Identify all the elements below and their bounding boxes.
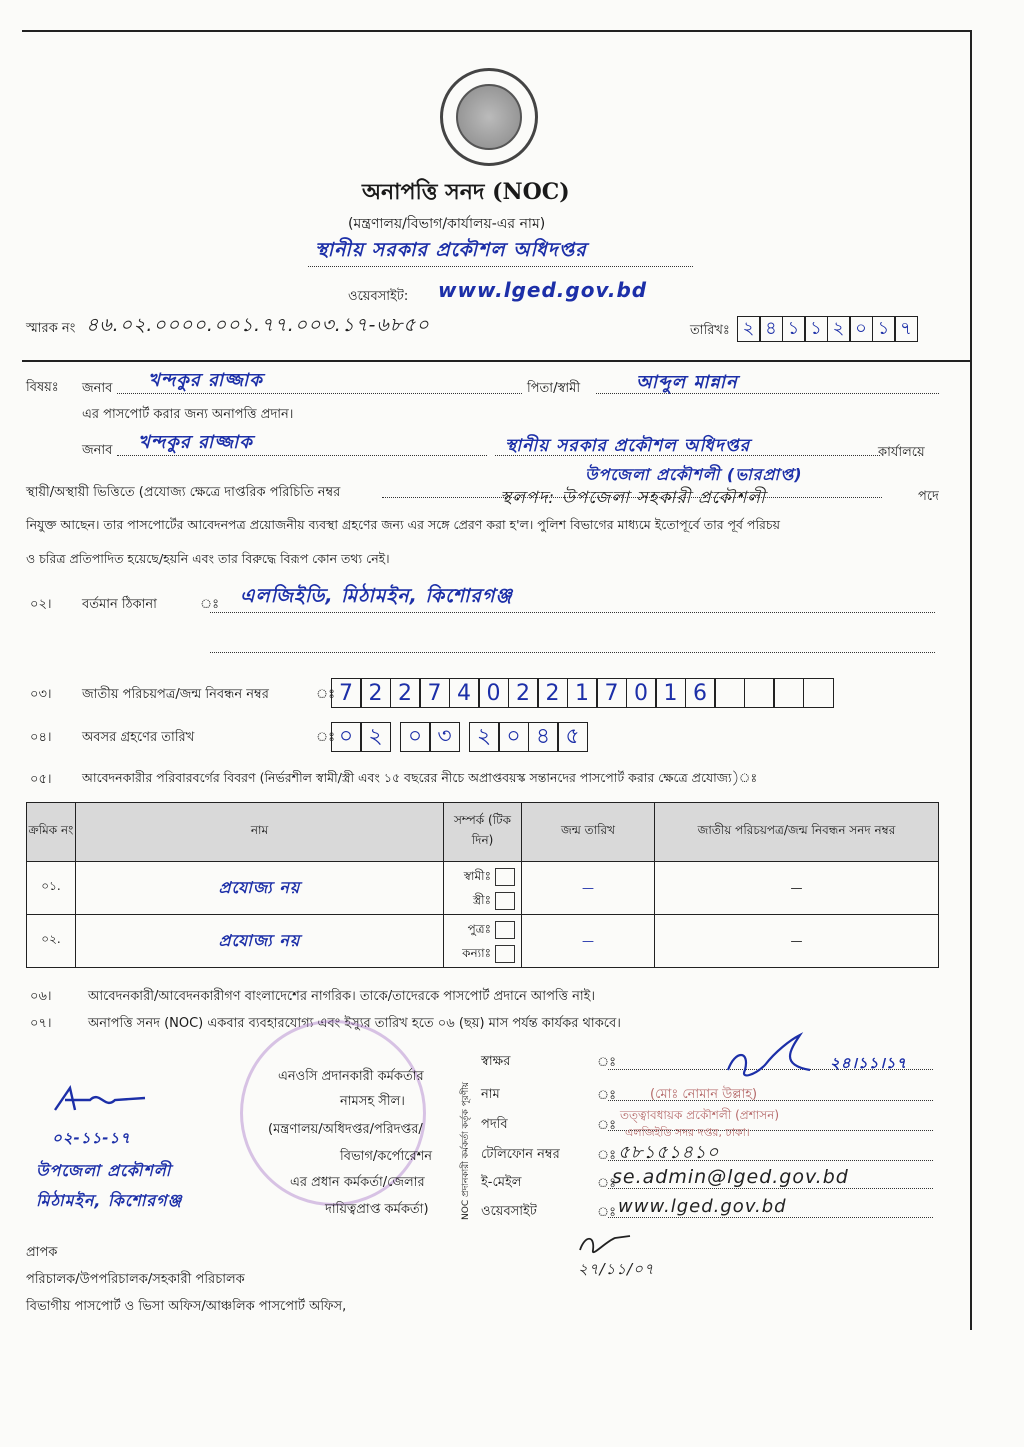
relation-wife-label: স্ত্রীঃ (472, 893, 491, 907)
applicant-office-dotline (495, 455, 880, 456)
initial-mark (575, 1230, 635, 1260)
page-border-top (22, 30, 972, 32)
nid-digit: 2 (390, 678, 421, 708)
row-dob: — (522, 915, 655, 968)
address-colon: ঃ (200, 597, 220, 612)
recipient-line-2: বিভাগীয় পাসপোর্ট ও ভিসা অফিস/আঞ্চলিক পাসপোর্ট অফিস, (26, 1299, 347, 1314)
official-id-line: স্থায়ী/অস্থায়ী ভিত্তিতে (প্রযোজ্য ক্ষেত্রে দাপ্তরিক পরিচিতি নম্বর (26, 485, 341, 500)
retire-digit: ৫ (557, 722, 588, 752)
retirement-label: অবসর গ্রহণের তারিখ (82, 730, 195, 745)
retire-digit: ০ (400, 722, 431, 752)
date-digit: ১ (872, 316, 896, 342)
designation-stamp: তত্ত্বাবধায়ক প্রকৌশলী (প্রশাসন) (620, 1108, 780, 1122)
website-dotline (608, 1217, 933, 1218)
father-label: পিতা/স্বামী (527, 381, 581, 396)
row-nid: — (655, 915, 939, 968)
nid-digit: 7 (419, 678, 450, 708)
government-seal (440, 68, 538, 166)
item-03-number: ০৩। (30, 687, 52, 702)
left-signature-title: উপজেলা প্রকৌশলী (36, 1161, 172, 1180)
ministry-caption: (মন্ত্রণালয়/বিভাগ/কার্যালয়-এর নাম) (348, 216, 546, 232)
signatory-text-1: এনওসি প্রদানকারী কর্মকর্তার (278, 1069, 424, 1084)
email-value: se.admin@lged.gov.bd (612, 1166, 849, 1188)
retire-digit: ২ (360, 722, 391, 752)
row-name (76, 862, 444, 915)
retire-digit: ৪ (528, 722, 559, 752)
date-digit: ৪ (759, 316, 783, 342)
colon: ঃ (597, 1088, 617, 1103)
row-serial: ০২. (27, 915, 76, 968)
signatory-text-2: নামসহ সীল। (340, 1094, 405, 1109)
office-name-dotline (308, 266, 693, 267)
family-table-header (27, 803, 939, 862)
field-name-label: নাম (481, 1087, 500, 1102)
website-value-handwritten: www.lged.gov.bd (618, 1196, 787, 1217)
col-name: নাম (76, 803, 444, 862)
nid-digit: 0 (478, 678, 509, 708)
post-handwritten-1: উপজেলা প্রকৌশলী (ভারপ্রাপ্ত) (585, 465, 803, 484)
officer-signature (720, 1030, 830, 1085)
left-signature-place: মিঠামইন, কিশোরগঞ্জ (36, 1191, 183, 1210)
item-06-number: ০৬। (30, 989, 52, 1004)
daughter-checkbox[interactable] (495, 945, 515, 963)
field-email-label: ই-মেইল (481, 1175, 522, 1190)
nid-digit: 0 (626, 678, 657, 708)
nid-digit (744, 678, 775, 708)
retire-digit: ০ (331, 722, 362, 752)
signatory-text-4: বিভাগ/কর্পোরেশন (340, 1149, 433, 1164)
colon: ঃ (597, 1055, 617, 1070)
address-value: এলজিইডি, মিঠামইন, কিশোরগঞ্জ (240, 585, 513, 607)
website-value: www.lged.gov.bd (438, 278, 648, 302)
item-05-number: ০৫। (30, 772, 52, 787)
son-checkbox[interactable] (495, 921, 515, 939)
relation-son-label: পুত্রঃ (467, 922, 491, 936)
email-dotline (608, 1188, 933, 1189)
address-dotline-2 (210, 652, 935, 653)
row-name-value: প্রযোজ্য নয় (218, 877, 301, 897)
nid-digit: 1 (567, 678, 598, 708)
office-name-handwritten: স্থানীয় সরকার প্রকৌশল অধিদপ্তর (315, 239, 587, 261)
signatory-text-3: (মন্ত্রণালয়/অধিদপ্তর/পরিদপ্তর/ (268, 1122, 423, 1137)
nid-digit (714, 678, 745, 708)
applicant-office: স্থানীয় সরকার প্রকৌশল অধিদপ্তর (505, 436, 751, 456)
office-suffix: কার্যালয়ে (878, 445, 925, 460)
recipient-line-1: পরিচালক/উপপরিচালক/সহকারী পরিচালক (26, 1272, 245, 1287)
name-stamp: (মোঃ নোমান উল্লাহ) (650, 1087, 758, 1102)
header-separator (22, 360, 972, 362)
date-digit: ১ (782, 316, 806, 342)
noc-vertical-label: NOC প্রদানকারী কর্মকর্তা কর্তৃক পূরণীয় (461, 1081, 471, 1220)
colon: ঃ (597, 1148, 617, 1163)
row-relation (444, 915, 522, 968)
memo-label: স্মারক নং (26, 321, 76, 336)
page-border-right (970, 30, 972, 1330)
col-nid: জাতীয় পরিচয়পত্র/জন্ম নিবন্ধন সনদ নম্বর (655, 803, 939, 862)
wife-checkbox[interactable] (495, 892, 515, 910)
initial-date-note: ২৭/১১/০৭ (578, 1260, 655, 1278)
memo-number: ৪৬.০২.০০০০.০০১.৭৭.০০৩.১৭-৬৮৫০ (86, 314, 430, 336)
row-name-value: প্রযোজ্য নয় (218, 930, 301, 950)
relation-daughter-label: কন্যাঃ (462, 946, 491, 960)
nid-digit (773, 678, 804, 708)
retire-digit: ০ (498, 722, 529, 752)
nid-digit: 7 (331, 678, 362, 708)
retire-digit: ৩ (429, 722, 460, 752)
field-designation-label: পদবি (481, 1117, 508, 1132)
subject-label: বিষয়ঃ (26, 380, 59, 395)
applicant-name: খন্দকুর রাজ্জাক (148, 370, 263, 391)
date-digit: ৭ (894, 316, 918, 342)
nid-digit: 1 (655, 678, 686, 708)
subject-purpose: এর পাসপোর্ট করার জন্য অনাপত্তি প্রদান। (82, 407, 294, 422)
mr-label: জনাব (82, 381, 113, 396)
upazila-engineer-signature (50, 1080, 150, 1120)
date-digit: ০ (849, 316, 873, 342)
nid-digit: 4 (449, 678, 480, 708)
field-signature-label: স্বাক্ষর (481, 1054, 511, 1069)
body-paragraph-1: নিযুক্ত আছেন। তার পাসপোর্টের আবেদনপত্র প্রয়োজনীয় ব্যবস্থা গ্রহণের জন্য এর সঙ্গে প্রেরণ করা হ'ল। পুলিশ বিভাগের মাধ্যমে ইতোপূর্বে তার পূর্ব পরিচয় (26, 517, 781, 532)
table-row (27, 915, 939, 968)
mr-label-2: জনাব (82, 443, 113, 458)
retire-digit: ২ (469, 722, 500, 752)
retirement-boxes (332, 722, 588, 752)
nid-digit: 6 (685, 678, 716, 708)
table-row (27, 862, 939, 915)
item-04-number: ০৪। (30, 730, 52, 745)
row-name (76, 915, 444, 968)
field-website-label: ওয়েবসাইট (481, 1204, 537, 1219)
recipient-label: প্রাপক (26, 1245, 58, 1260)
date-digit: ১ (804, 316, 828, 342)
item-02-number: ০২। (30, 597, 52, 612)
address-dotline-1 (210, 612, 935, 613)
col-serial: ক্রমিক নং (27, 803, 76, 862)
body-paragraph-2: ও চরিত্র প্রতিপাদিত হয়েছে/হয়নি এবং তার বিরুদ্ধে বিরূপ কোন তথ্য নেই। (26, 551, 390, 566)
designation-stamp-2: এলজিইডি সদর দপ্তর, ঢাকা। (625, 1126, 750, 1139)
family-table (26, 802, 939, 968)
family-label: আবেদনকারীর পরিবারবর্গের বিবরণ (নির্ভরশীল স্বামী/স্ত্রী এবং ১৫ বছরের নীচে অপ্রাপ্তবয়স্ক সন্তানদের পাসপোর্ট করার ক্ষেত্রে প্রযোজ্য)ঃ (82, 770, 758, 785)
nid-digit: 2 (360, 678, 391, 708)
left-signature-date: ০২-১১-১৭ (52, 1129, 131, 1147)
nid-digit: 2 (537, 678, 568, 708)
row-relation (444, 862, 522, 915)
signatory-text-5: এর প্রধান কর্মকর্তা/জেলার (290, 1175, 425, 1190)
bangladesh-map-emblem (456, 84, 522, 150)
phone-value: ৫৮১৫১৪১০ (618, 1142, 720, 1163)
nid-boxes (332, 678, 834, 708)
date-boxes (738, 316, 918, 342)
colon: ঃ (597, 1176, 617, 1191)
item-07-number: ০৭। (30, 1016, 52, 1031)
row-dob: — (522, 862, 655, 915)
applicant-name-2: খন্দকুর রাজ্জাক (138, 432, 253, 453)
retirement-colon: ঃ (316, 730, 336, 745)
nid-digit (803, 678, 834, 708)
nid-digit: 2 (508, 678, 539, 708)
col-relation: সম্পর্ক (টিক দিন) (444, 803, 522, 862)
website-label: ওয়েবসাইট: (348, 289, 409, 304)
colon: ঃ (597, 1205, 617, 1220)
field-phone-label: টেলিফোন নম্বর (481, 1147, 560, 1162)
row-nid: — (655, 862, 939, 915)
nid-label: জাতীয় পরিচয়পত্র/জন্ম নিবন্ধন নম্বর (82, 687, 269, 702)
date-digit: ২ (737, 316, 761, 342)
signatory-text-6: দায়িত্বপ্রাপ্ত কর্মকর্তা) (325, 1202, 429, 1217)
nid-colon: ঃ (316, 687, 336, 702)
address-label: বর্তমান ঠিকানা (82, 597, 157, 612)
col-dob: জন্ম তারিখ (522, 803, 655, 862)
date-label: তারিখঃ (690, 323, 730, 338)
document-title: অনাপত্তি সনদ (NOC) (362, 179, 570, 205)
father-name: আব্দুল মান্নান (636, 372, 738, 393)
row-serial: ০১. (27, 862, 76, 915)
date-digit: ২ (827, 316, 851, 342)
post-suffix: পদে (918, 489, 939, 504)
relation-husband-label: স্বামীঃ (463, 869, 491, 883)
post-handwritten-2: স্থলপদ: উপজেলা সহকারী প্রকৌশলী (500, 488, 766, 508)
nid-digit: 7 (596, 678, 627, 708)
husband-checkbox[interactable] (495, 868, 515, 886)
signature-date: ২৪।১১।১৭ (830, 1054, 908, 1072)
colon: ঃ (597, 1118, 617, 1133)
validity-statement: অনাপত্তি সনদ (NOC) একবার ব্যবহারযোগ্য এবং ইস্যুর তারিখ হতে ০৬ (ছয়) মাস পর্যন্ত কার্যকর থাকবে। (88, 1016, 621, 1031)
citizenship-statement: আবেদনকারী/আবেদনকারীগণ বাংলাদেশের নাগরিক। তাকে/তাদেরকে পাসপোর্ট প্রদানে আপত্তি নাই। (88, 989, 596, 1004)
